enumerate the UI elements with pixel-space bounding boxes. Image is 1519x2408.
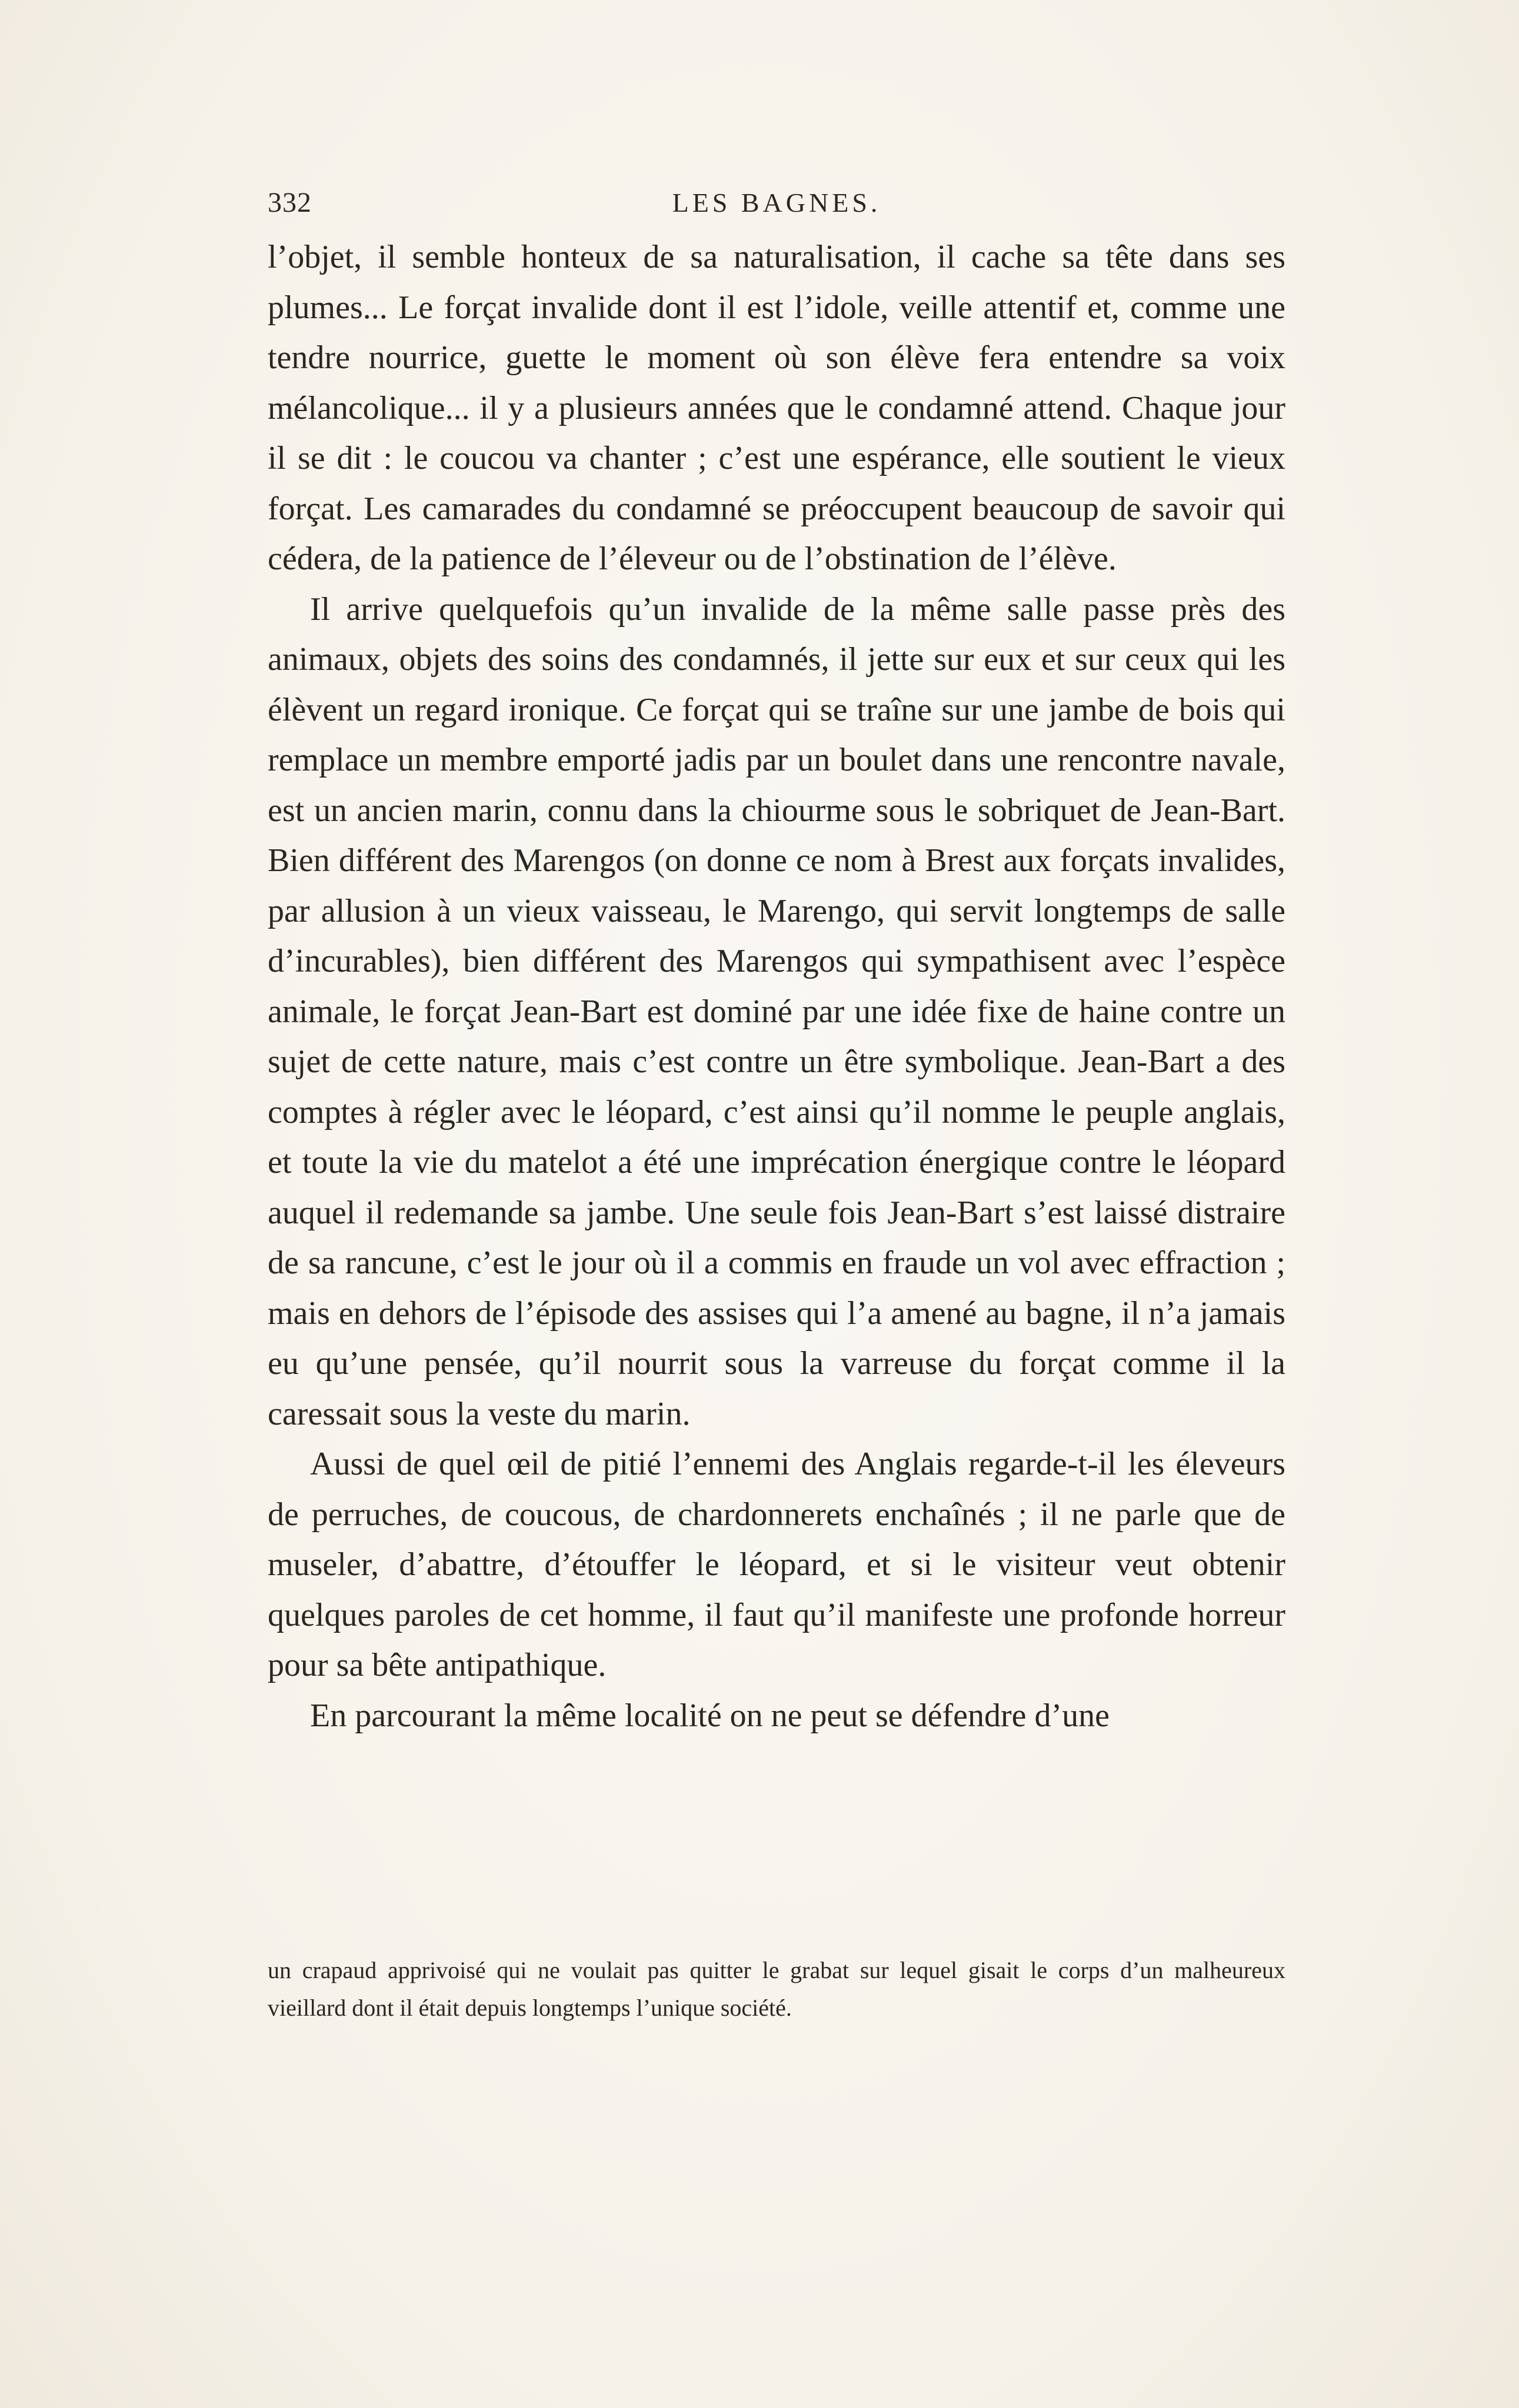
page-number: 332 (268, 187, 312, 218)
running-title: LES BAGNES. (672, 188, 881, 218)
footnote-text: un crapaud apprivoisé qui ne voulait pas quitter le grabat sur lequel gisait le corps d’un malheureux vieillard dont il était depuis longtemps l’unique société. (268, 1957, 1285, 2021)
paragraph-continuation: l’objet, il semble honteux de sa naturalisation, il cache sa tête dans ses plumes... Le forçat invalide dont il est l’idole, veille attentif et, comme une tendre nourrice, guette le moment où son élève fera entendre sa voix mélancolique... il y a plusieurs années que le condamné attend. Chaque jour il se dit : le coucou va chanter ; c’est une espérance, elle soutient le vieux forçat. Les camarades du condamné se préoccupent beaucoup de savoir qui cédera, de la patience de l’éleveur ou de l’obstination de l’élève. (268, 239, 1285, 577)
body-text (268, 232, 1285, 1741)
paragraph-parcourant: En parcourant la même localité on ne peut se défendre d’une (310, 1697, 1110, 1734)
footnote (268, 1952, 1285, 2027)
running-head (268, 179, 1285, 226)
paragraph-jean-bart: Il arrive quelquefois qu’un invalide de la même salle passe près des animaux, objets des soins des condamnés, il jette sur eux et sur ceux qui les élèvent un regard ironique. Ce forçat qui se traîne sur une jambe de bois qui remplace un membre emporté jadis par un boulet dans une rencontre navale, est un ancien marin, connu dans la chiourme sous le sobriquet de Jean-Bart. Bien différent des Marengos (on donne ce nom à Brest aux forçats invalides, par allusion à un vieux vaisseau, le Marengo, qui servit longtemps de salle d’incurables), bien différent des Marengos qui sympathisent avec l’espèce animale, le forçat Jean-Bart est dominé par une idée fixe de haine contre un sujet de cette nature, mais c’est contre un être symbolique. Jean-Bart a des comptes à régler avec le léopard, c’est ainsi qu’il nomme le peuple anglais, et toute la vie du matelot a été une imprécation énergique contre le léopard auquel il redemande sa jambe. Une seule fois Jean-Bart s’est laissé distraire de sa rancune, c’est le jour où il a commis en fraude un vol avec effraction ; mais en dehors de l’épisode des assises qui l’a amené au bagne, il n’a jamais eu qu’une pensée, qu’il nourrit sous la varreuse du forçat comme il la caressait sous la veste du marin. (268, 591, 1285, 1432)
paragraph-anglais: Aussi de quel œil de pitié l’ennemi des Anglais regarde-t-il les éleveurs de perruches, de coucous, de chardonnerets enchaînés ; il ne parle que de museler, d’abattre, d’étouffer le léopard, et si le visiteur veut obtenir quelques paroles de cet homme, il faut qu’il manifeste une profonde horreur pour sa bête antipathique. (268, 1446, 1285, 1683)
